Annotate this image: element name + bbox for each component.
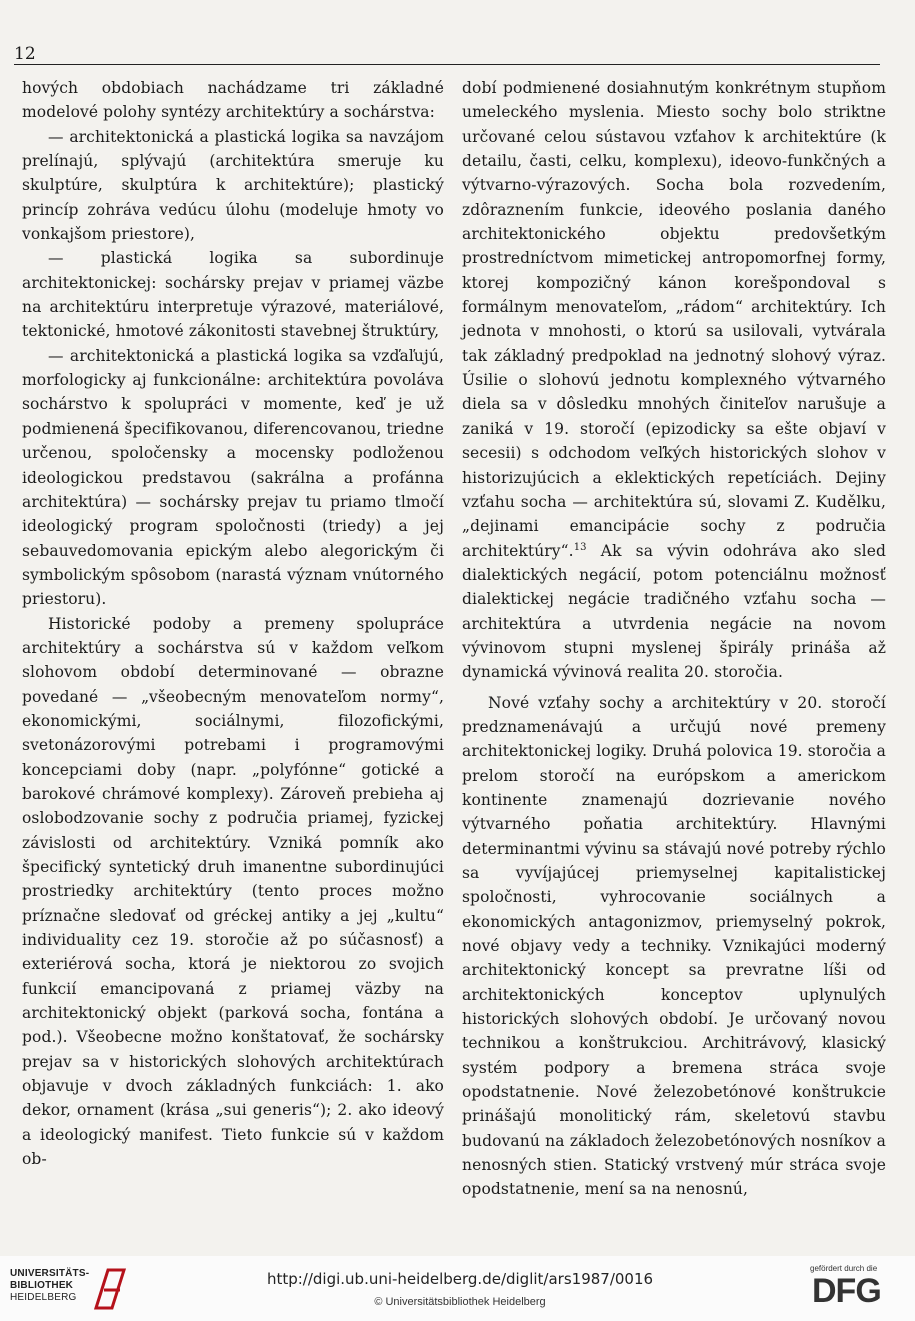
paragraph-text: Ak sa vývin odohráva ako sled dialektických negácií, potom potenciálnu možnosť dialektickej negácie tradičného vzťahu socha — architektúra a utvrdenia negácie na novom vývinovom stupni myslenej špirály prináša až dynamická vývinová realita 20. storočia. bbox=[462, 541, 886, 682]
copyright-notice: © Universitätsbibliothek Heidelberg bbox=[374, 1296, 546, 1308]
paragraph: — architektonická a plastická logika sa navzájom prelínajú, splývajú (architektúra smeruje ku skulptúre, skulptúra k architektúre); plastický princíp zohráva vedúcu úlohu (modeluje hmoty vo vonkajšom priestore), bbox=[22, 127, 444, 244]
funding-label: gefördert durch die bbox=[810, 1264, 878, 1273]
footnote-ref: 13 bbox=[573, 541, 587, 553]
paragraph: — architektonická a plastická logika sa vzďaľujú, morfologicky aj funkcionálne: architektúra povoláva sochárstvo k spolupráci v momente, keď je už podmienená špecifikovanou, diferencovanou, triedne určenou, spoločensky a mocensky podloženou ideologickou predstavou (sakrálna a profánna architektúra) — sochársky prejav tu priamo tlmočí ideologický program spoločnosti (triedy) a jej sebauvedomovania epickým alebo alegorickým či symbolickým spôsobom (narastá význam vnútorného priestoru). bbox=[22, 346, 444, 609]
footer bbox=[0, 1256, 915, 1321]
left-column bbox=[22, 76, 444, 1171]
paragraph bbox=[462, 76, 886, 685]
logo-line: HEIDELBERG bbox=[10, 1292, 77, 1303]
paragraph: — plastická logika sa subordinuje architektonickej: sochársky prejav v priamej väzbe na architektúru interpretuje výrazové, materiálové, tektonické, hmotové zákonitosti stavebnej štruktúry, bbox=[22, 249, 444, 341]
right-column bbox=[462, 76, 886, 1202]
university-library-logo bbox=[10, 1268, 89, 1304]
paragraph-text: dobí podmienené dosiahnutým konkrétnym stupňom umeleckého myslenia. Miesto sochy bolo striktne určované celou sústavou vzťahov k architektúre (k detailu, časti, celku, komplexu), ideovo-funkčných a výtvarno-výrazových. Socha bola rozvedením, zdôraznením funkcie, ideového poslania daného architektonického objektu predovšetkým prostredníctvom mimetickej antropomorfnej formy, ktorej kompozičný kánon korešpondoval s formálnym menovateľom, „rádom“ architektúry. Ich jednota v mnohosti, o ktorú sa usilovali, vytvárala tak základný predpoklad na jednotný slohový výraz. Úsilie o slohovú jednotu komplexného výtvarného diela sa v dôsledku mnohých činiteľov narušuje a zaniká v 19. storočí (epizodicky sa ešte objaví v secesii) s odchodom veľkých historických slohov v historizujúcich a eklektických repetíciách. Dejiny vzťahu socha — architektúra sú, slovami Z. Kudělku, „dejinami emancipácie sochy z područia architektúry“. bbox=[462, 79, 886, 560]
page-number: 12 bbox=[14, 44, 36, 64]
paragraph: Historické podoby a premeny spolupráce architektúry a sochárstva sú v každom veľkom slohovom období determinované — obrazne povedané — „všeobecným menovateľom normy“, ekonomickými, sociálnymi, filozofickými, svetonázorovými potrebami i programovými koncepciami doby (napr. „polyfónne“ gotické a barokové chrámové komplexy). Zároveň prebieha aj oslobodzovanie sochy z područia priamej, fyzickej závislosti od architektúry. Vzniká pomník ako špecifický syntetický druh imanentne subordinujúci prostriedky architektúry (tento proces možno príznačne sledovať od gréckej antiky a jej „kultu“ individuality cez 19. storočie až po súčasnosť) a exteriérová socha, ktorá je niektorou zo svojich funkcií emancipovaná z priamej väzby na architektonický objekt (parková socha, fontána a pod.). Všeobecne možno konštatovať, že sochársky prejav sa v historických slohových architektúrach objavuje v dvoch základných funkciách: 1. ako dekor, ornament (krása „sui generis“); 2. ako ideový a ideologický manifest. Tieto funkcie sú v každom ob- bbox=[22, 614, 444, 1169]
library-logo-icon bbox=[90, 1264, 130, 1312]
logo-line: UNIVERSITÄTS- bbox=[10, 1268, 90, 1279]
paragraph: hových obdobiach nachádzame tri základné modelové polohy syntézy architektúry a sochárstva: bbox=[22, 79, 444, 122]
top-rule bbox=[14, 64, 880, 65]
dfg-logo: DFG bbox=[812, 1272, 881, 1310]
paragraph: Nové vzťahy sochy a architektúry v 20. storočí predznamenávajú a určujú nové premeny architektonickej logiky. Druhá polovica 19. storočia a prelom storočí na európskom a americkom kontinente znamenajú dozrievanie nového výtvarného poňatia architektúry. Hlavnými determinantmi vývinu sa stávajú nové potreby rýchlo sa vyvíjajúcej priemyselnej kapitalistickej spoločnosti, vyhrocovanie sociálnych a ekonomických antagonizmov, priemyselný pokrok, nové objavy vedy a techniky. Vznikajúci moderný architektonický koncept sa prevratne líši od architektonických konceptov uplynulých historických slohových období. Je určovaný novou technikou a konštrukciou. Architrávový, klasický systém podpory a bremena stráca svoje opodstatnenie. Nové železobetónové konštrukcie prinášajú monolitický rám, skeletovú stavbu budovanú na základoch železobetónových nosníkov a nenosných stien. Statický vrstvený múr stráca svoje opodstatnenie, mení sa na nenosnú, bbox=[462, 693, 887, 1199]
logo-line: BIBLIOTHEK bbox=[10, 1280, 74, 1291]
source-url[interactable]: http://digi.ub.uni-heidelberg.de/diglit/ars1987/0016 bbox=[266, 1270, 654, 1288]
